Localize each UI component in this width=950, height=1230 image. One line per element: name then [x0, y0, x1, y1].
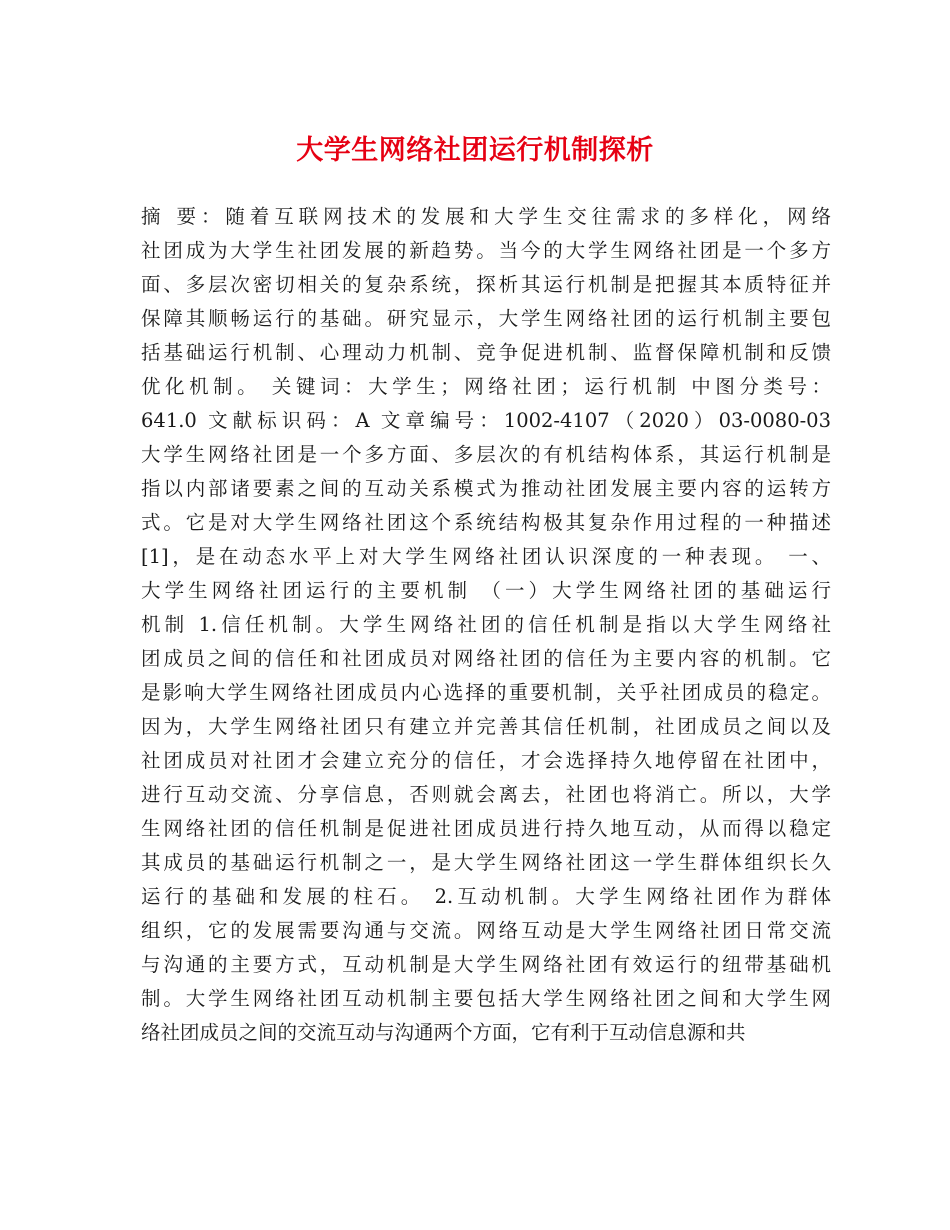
body-line: 机制 1.信任机制。大学生网络社团的信任机制是指以大学生网络社: [141, 613, 831, 636]
body-line: 是影响大学生网络社团成员内心选择的重要机制，关乎社团成员的稳定。: [141, 681, 831, 704]
body-line: 式。它是对大学生网络社团这个系统结构极其复杂作用过程的一种描述: [141, 511, 831, 534]
body-line: 与沟通的主要方式，互动机制是大学生网络社团有效运行的纽带基础机: [141, 953, 831, 976]
body-line: 括基础运行机制、心理动力机制、竞争促进机制、监督保障机制和反馈: [141, 341, 831, 364]
body-line: 制。大学生网络社团互动机制主要包括大学生网络社团之间和大学生网: [141, 987, 831, 1010]
body-line: 团成员之间的信任和社团成员对网络社团的信任为主要内容的机制。它: [141, 647, 831, 670]
body-line: 络社团成员之间的交流互动与沟通两个方面，它有利于互动信息源和共: [141, 1021, 746, 1044]
body-line: 组织，它的发展需要沟通与交流。网络互动是大学生网络社团日常交流: [141, 919, 831, 942]
body-line: 优化机制。 关键词：大学生；网络社团；运行机制 中图分类号：: [141, 375, 831, 398]
body-line: 生网络社团的信任机制是促进社团成员进行持久地互动，从而得以稳定: [141, 817, 831, 840]
body-line: 社团成为大学生社团发展的新趋势。当今的大学生网络社团是一个多方: [141, 239, 831, 262]
body-line: 面、多层次密切相关的复杂系统，探析其运行机制是把握其本质特征并: [141, 273, 831, 296]
body-line: 641.0 文献标识码：A 文章编号：1002-4107（2020）03-0080-03: [141, 409, 831, 432]
body-line: 进行互动交流、分享信息，否则就会离去，社团也将消亡。所以，大学: [141, 783, 831, 806]
body-line: 大学生网络社团运行的主要机制 （一）大学生网络社团的基础运行: [141, 579, 831, 602]
body-line: 指以内部诸要素之间的互动关系模式为推动社团发展主要内容的运转方: [141, 477, 831, 500]
body-line: 保障其顺畅运行的基础。研究显示，大学生网络社团的运行机制主要包: [141, 307, 831, 330]
body-line: 摘 要：随着互联网技术的发展和大学生交往需求的多样化，网络: [141, 205, 831, 228]
document-title: 大学生网络社团运行机制探析: [296, 135, 654, 166]
body-line: 社团成员对社团才会建立充分的信任，才会选择持久地停留在社团中，: [141, 749, 831, 772]
body-line: 其成员的基础运行机制之一，是大学生网络社团这一学生群体组织长久: [141, 851, 831, 874]
body-line: 运行的基础和发展的柱石。 2.互动机制。大学生网络社团作为群体: [141, 885, 831, 908]
document-body: [141, 200, 831, 1050]
body-line: [1]，是在动态水平上对大学生网络社团认识深度的一种表现。 一、: [141, 545, 831, 568]
body-line: 大学生网络社团是一个多方面、多层次的有机结构体系，其运行机制是: [141, 443, 831, 466]
body-line: 因为，大学生网络社团只有建立并完善其信任机制，社团成员之间以及: [141, 715, 831, 738]
